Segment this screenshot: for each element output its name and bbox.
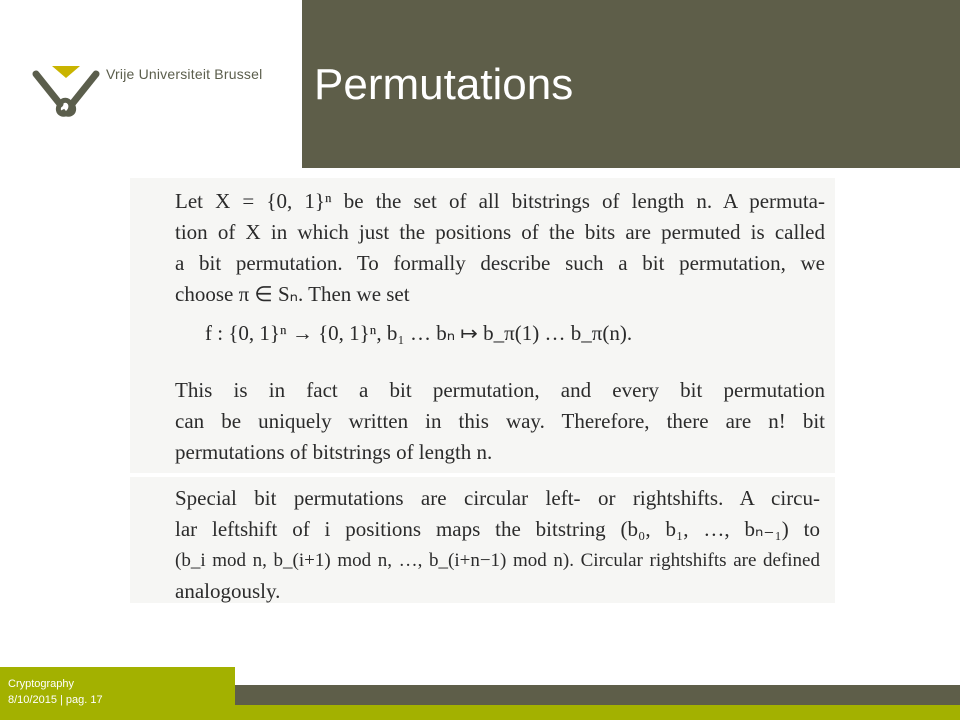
text-line: can be uniquely written in this way. Therefore, there are n! bit: [175, 409, 825, 433]
vub-logo-icon: [30, 60, 102, 120]
slide-title: Permutations: [314, 60, 574, 109]
text-line: a bit permutation. To formally describe such a bit permutation, we: [175, 251, 825, 275]
title-bar: [302, 0, 960, 168]
paragraph-definition: [175, 186, 825, 310]
paragraph-explanation: [175, 375, 825, 468]
text-line: tion of X in which just the positions of the bits are permuted is called: [175, 220, 825, 244]
text-line: Special bit permutations are circular left- or rightshifts. A circu-: [175, 486, 820, 510]
logo-area: [0, 0, 302, 168]
footer-date-page: 8/10/2015 | pag. 17: [8, 694, 103, 706]
text-line: choose π ∈ Sₙ. Then we set: [175, 282, 410, 306]
footer-accent-bar: [235, 705, 960, 720]
divider: [130, 473, 835, 477]
textbook-excerpt: [130, 178, 835, 603]
text-line: Let X = {0, 1}ⁿ be the set of all bitstrings of length n. A permuta-: [175, 189, 825, 213]
text-line: permutations of bitstrings of length n.: [175, 440, 493, 464]
footer-strip: [235, 685, 960, 705]
text-line: This is in fact a bit permutation, and every bit permutation: [175, 378, 825, 402]
paragraph-circular-shifts: [175, 483, 820, 607]
footer-course: Cryptography: [8, 678, 75, 690]
formula: f : {0, 1}ⁿ → {0, 1}ⁿ, b₁ … bₙ ↦ b_π(1) … b_π(n).: [205, 321, 633, 345]
university-name: Vrije Universiteit Brussel: [106, 66, 263, 82]
text-line: lar leftshift of i positions maps the bitstring (b₀, b₁, …, bₙ₋₁) to: [175, 517, 820, 541]
text-line: analogously.: [175, 579, 281, 603]
text-line: (b_i mod n, b_(i+1) mod n, …, b_(i+n−1) mod n). Circular rightshifts are defined: [175, 550, 820, 571]
